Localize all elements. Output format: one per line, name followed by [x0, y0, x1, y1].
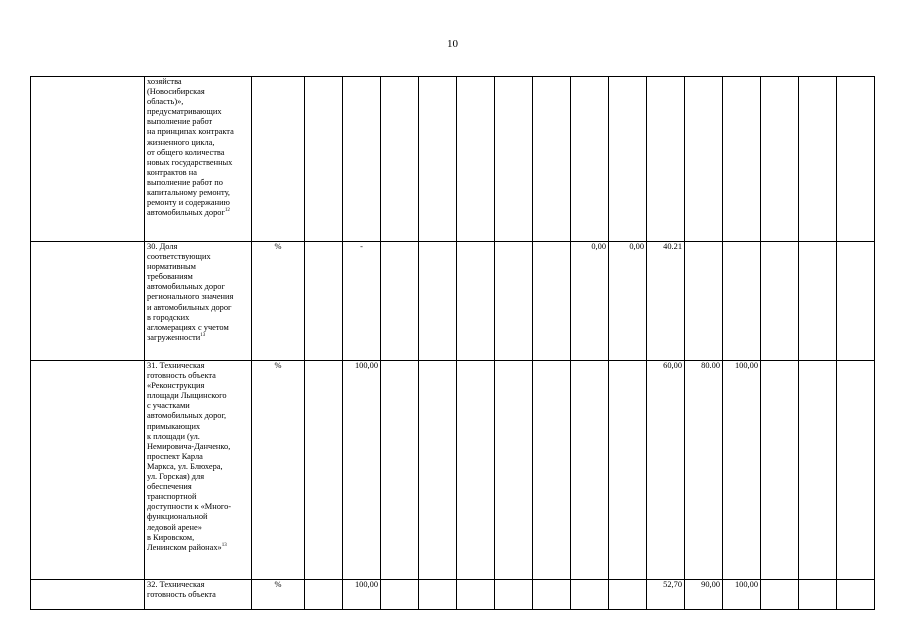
value-cell: [305, 77, 343, 242]
blank-cell: [31, 77, 145, 242]
value-cell: [799, 361, 837, 580]
value-cell: [457, 580, 495, 610]
value-cell: [343, 77, 381, 242]
value-cell: [495, 580, 533, 610]
value-cell: 40.21: [647, 242, 685, 361]
value-cell: [381, 580, 419, 610]
value-cell: 80.00: [685, 361, 723, 580]
value-cell: [457, 242, 495, 361]
indicator-cell: [145, 242, 252, 361]
value-cell: [761, 242, 799, 361]
indicator-cell: [145, 361, 252, 580]
value-cell: [609, 361, 647, 580]
table-row: [31, 580, 875, 610]
footnote-mark: 13: [221, 542, 227, 548]
value-cell: 0,00: [609, 242, 647, 361]
value-cell: [495, 77, 533, 242]
value-cell: [305, 242, 343, 361]
value-cell: [419, 580, 457, 610]
indicator-text: хозяйства (Новосибирская область)», предусматривающих выполнение работ на принципах контракта жизненного цикла, от общего количества новых государственных контрактов на выполнение работ по капитальному ремонту, ремонту и содержанию автомобильных дорог: [147, 77, 234, 218]
value-cell: [761, 361, 799, 580]
indicator-text: 32. Техническая готовность объекта: [147, 580, 216, 600]
value-cell: [799, 77, 837, 242]
value-cell: [571, 77, 609, 242]
indicator-cell: [145, 77, 252, 242]
value-cell: [799, 242, 837, 361]
indicators-table: [30, 76, 875, 610]
value-cell: 52,70: [647, 580, 685, 610]
table-row: [31, 242, 875, 361]
value-cell: [419, 361, 457, 580]
blank-cell: [31, 242, 145, 361]
value-cell: [837, 77, 875, 242]
table-row: [31, 77, 875, 242]
page-number: 10: [447, 38, 458, 50]
value-cell: [799, 580, 837, 610]
value-cell: [419, 77, 457, 242]
value-cell: [723, 77, 761, 242]
value-cell: [761, 77, 799, 242]
indicator-text: 30. Доля соответствующих нормативным требованиям автомобильных дорог регионального значения и автомобильных дорог в городских агломерациях с учетом загруженности: [147, 242, 234, 342]
value-cell: [837, 580, 875, 610]
value-cell: [685, 77, 723, 242]
value-cell: [457, 361, 495, 580]
value-cell: [571, 361, 609, 580]
indicator-cell: [145, 580, 252, 610]
value-cell: [381, 361, 419, 580]
unit-cell: [252, 77, 305, 242]
value-cell: 0,00: [571, 242, 609, 361]
value-cell: 100,00: [723, 361, 761, 580]
value-cell: [305, 580, 343, 610]
value-cell: [495, 242, 533, 361]
value-cell: 100,00: [343, 361, 381, 580]
value-cell: [761, 580, 799, 610]
value-cell: [533, 580, 571, 610]
blank-cell: [31, 580, 145, 610]
footnote-mark: 13: [200, 333, 206, 339]
blank-cell: [31, 361, 145, 580]
value-cell: [381, 77, 419, 242]
value-cell: [381, 242, 419, 361]
indicator-text: 31. Техническая готовность объекта «Реконструкция площади Лыщинского с участками автомобильных дорог, примыкающих к площади (ул. Немировича-Данченко, проспект Карла Маркса, ул. Блюхера, ул. Горская) для обеспечения транспортной доступности к «Много- функциональной ледовой арене» в Кировском, Ленинском районах»: [147, 361, 232, 552]
value-cell: 100,00: [723, 580, 761, 610]
value-cell: [495, 361, 533, 580]
table-row: [31, 361, 875, 580]
value-cell: [837, 242, 875, 361]
value-cell: 100,00: [343, 580, 381, 610]
value-cell: [533, 242, 571, 361]
value-cell: [685, 242, 723, 361]
value-cell: [571, 580, 609, 610]
value-cell: -: [343, 242, 381, 361]
value-cell: [305, 361, 343, 580]
unit-cell: %: [252, 361, 305, 580]
footnote-mark: 12: [224, 208, 230, 214]
value-cell: [723, 242, 761, 361]
value-cell: [837, 361, 875, 580]
value-cell: [533, 77, 571, 242]
value-cell: [419, 242, 457, 361]
value-cell: 60,00: [647, 361, 685, 580]
value-cell: [647, 77, 685, 242]
unit-cell: %: [252, 580, 305, 610]
value-cell: [609, 580, 647, 610]
value-cell: [533, 361, 571, 580]
value-cell: [457, 77, 495, 242]
unit-cell: %: [252, 242, 305, 361]
value-cell: [609, 77, 647, 242]
value-cell: 90,00: [685, 580, 723, 610]
